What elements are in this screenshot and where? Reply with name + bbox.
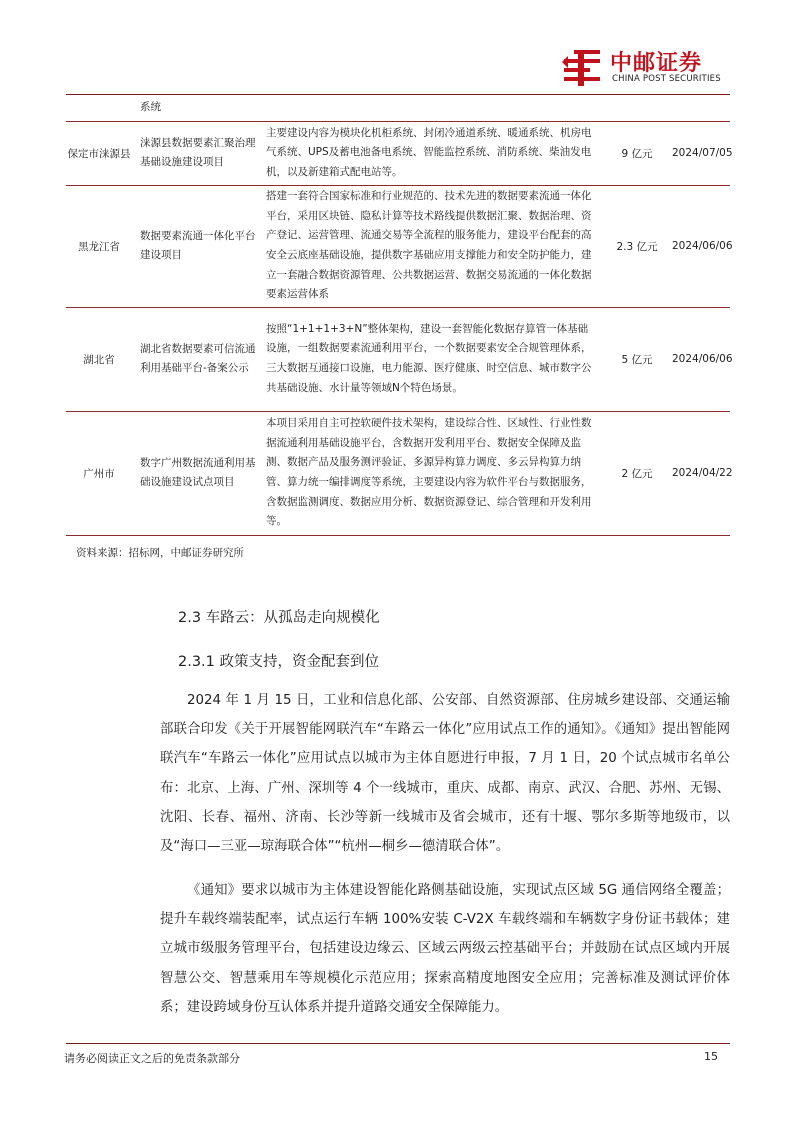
amount-cell: 5 亿元 (602, 307, 672, 411)
content-cell: 搭建一套符合国家标准和行业规范的、技术先进的数据要素流通一体化平台，采用区块链、隐私计算等技术路线提供数据汇聚、数据治理、资产登记、运营管理、流通交易等全流程的服务能力，建设平台配套的高安全云底座基础设施，提供数字基础应用支撑能力和安全防护能力，建立一套融合数据资源管理、公共数据运营、数据交易流通的一体化数据要素运营体系 (262, 185, 602, 307)
date-cell: 2024/06/06 (672, 185, 730, 307)
region-cell: 黑龙江省 (66, 185, 132, 307)
project-cell: 涞源县数据要素汇聚治理基础设施建设项目 (132, 121, 262, 185)
table-row (66, 95, 730, 121)
footer-divider (66, 1043, 730, 1044)
amount-cell: 9 亿元 (602, 121, 672, 185)
amount-cell (602, 95, 672, 121)
project-cell: 数字广州数据流通利用基础设施建设试点项目 (132, 411, 262, 535)
date-cell: 2024/06/06 (672, 307, 730, 411)
company-name-en: CHINA POST SECURITIES (612, 74, 721, 84)
region-cell: 湖北省 (66, 307, 132, 411)
table-row (66, 307, 730, 411)
table-row (66, 121, 730, 185)
body-paragraph: 2024 年 1 月 15 日，工业和信息化部、公安部、自然资源部、住房城乡建设部、交通运输部联合印发《关于开展智能网联汽车“车路云一体化”应用试点工作的通知》。《通知》提出智能网联汽车“车路云一体化”应用试点以城市为主体自愿进行申报，7 月 1 日，20 个试点城市名单公布：北京、上海、广州、深圳等 4 个一线城市，重庆、成都、南京、武汉、合肥、苏州、无锡、沈阳、长春、福州、济南、长沙等新一线城市及省会城市，还有十堰、鄂尔多斯等地级市，以及“海口—三亚—琼海联合体”“杭州—桐乡—德清联合体”。 (160, 693, 730, 855)
project-cell: 数据要素流通一体化平台建设项目 (132, 185, 262, 307)
company-name-cn: 中邮证券 (610, 51, 703, 76)
subsection-heading: 2.3.1 政策支持，资金配套到位 (178, 654, 380, 670)
amount-cell: 2 亿元 (602, 411, 672, 535)
region-cell: 广州市 (66, 411, 132, 535)
region-cell (66, 95, 132, 121)
date-cell: 2024/04/22 (672, 411, 730, 535)
content-cell: 主要建设内容为模块化机柜系统、封闭冷通道系统、暖通系统、机房电气系统、UPS及蓄电池备电系统、智能监控系统、消防系统、柴油发电机，以及新建箱式配电站等。 (262, 121, 602, 185)
page-number: 15 (704, 1050, 718, 1063)
content-cell: 本项目采用自主可控软硬件技术架构，建设综合性、区域性、行业性数据流通利用基础设施平台，含数据开发利用平台、数据安全保障及监测、数据产品及服务测评验证、多源异构算力调度、多云异构算力纳管、算力统一编排调度等系统，主要建设内容为软件平台与数据服务，含数据监测调度、数据应用分析、数据资源登记、综合管理和开发利用等。 (262, 411, 602, 535)
china-post-emblem-icon (560, 46, 604, 90)
disclaimer-note: 请务必阅读正文之后的免责条款部分 (64, 1052, 240, 1065)
body-paragraph: 《通知》要求以城市为主体建设智能化路侧基础设施，实现试点区域 5G 通信网络全覆盖；提升车载终端装配率，试点运行车辆 100%安装 C-V2X 车载终端和车辆数字身份证书载体；建立城市级服务管理平台，包括建设边缘云、区域云两级云控基础平台；并鼓励在试点区域内开展智慧公交、智慧乘用车等规模化示范应用；探索高精度地图安全应用；完善标准及测试评价体系；建设跨域身份互认体系并提升道路交通安全保障能力。 (160, 883, 730, 1015)
region-cell: 保定市涞源县 (66, 121, 132, 185)
project-cell: 湖北省数据要素可信流通利用基础平台-备案公示 (132, 307, 262, 411)
date-cell: 2024/07/05 (672, 121, 730, 185)
content-cell: 按照“1+1+1+3+N”整体架构，建设一套智能化数据存算管一体基础设施，一组数据要素流通利用平台，一个数据要素安全合规管理体系，三大数据互通接口设施，电力能源、医疗健康、时空信息、城市数字公共基础设施、水计量等领域N个特色场景。 (262, 307, 602, 411)
amount-cell: 2.3 亿元 (602, 185, 672, 307)
table-row (66, 411, 730, 535)
section-heading: 2.3 车路云：从孤岛走向规模化 (178, 610, 380, 626)
project-table (66, 95, 733, 536)
project-cell: 系统 (132, 95, 262, 121)
date-cell (672, 95, 730, 121)
content-cell (262, 95, 602, 121)
table-row (66, 185, 730, 307)
table-source-note: 资料来源：招标网，中邮证券研究所 (76, 547, 244, 559)
company-logo (560, 46, 732, 92)
